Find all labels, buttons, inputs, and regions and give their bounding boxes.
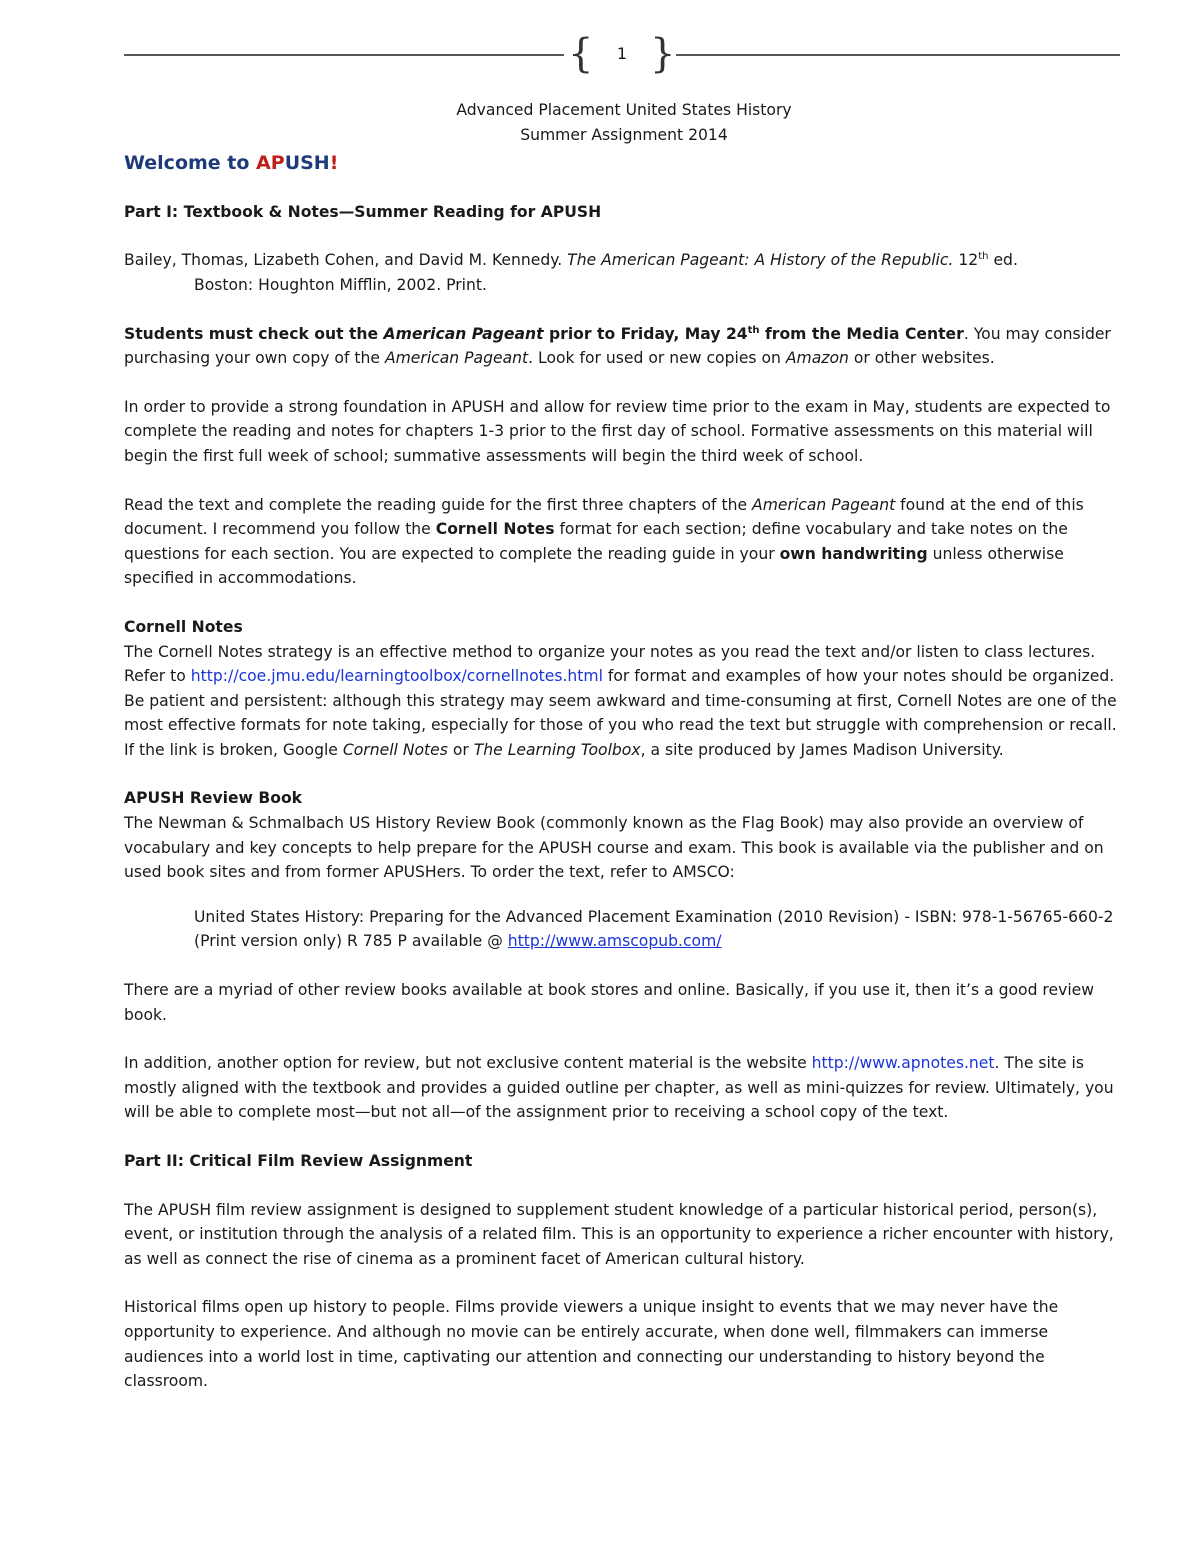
myriad-paragraph: There are a myriad of other review books available at book stores and online. Basically, if you use it, then it’s a good review book. [124, 981, 1095, 1024]
cornell-paragraph: The Cornell Notes strategy is an effective method to organize your notes as you read the text and/or listen to class lectures. Refer to http://coe.jmu.edu/learningtoolbox/cornellnotes.html for format and examples of how your notes should be organized. Be patient and persistent: although this strategy may seem awkward and time-consuming at first, Cornell Notes are one of the most effective formats for note taking, especially for those of you who read the text but struggle with comprehension or recall. If the link is broken, Google Cornell Notes or The Learning Toolbox, a site produced by James Madison University. [124, 642, 1117, 759]
document-body [124, 98, 1124, 1394]
reading-paragraph: Read the text and complete the reading guide for the first three chapters of the American Pageant found at the end of this document. I recommend you follow the Cornell Notes format for each section; define vocabulary and take notes on the questions for each section. You are expected to complete the reading guide in your own handwriting unless otherwise specified in accommodations. [124, 495, 1084, 588]
page-header [0, 30, 1200, 80]
amsco-link[interactable]: http://www.amscopub.com/ [507, 932, 722, 951]
welcome-heading: Welcome to APUSH! [124, 152, 339, 175]
isbn-paragraph: United States History: Preparing for the Advanced Placement Examination (2010 Revision) - ISBN: 978-1-56765-660-2 (Print version only) R 785 P available @ http://www.amscopub.com/ [194, 907, 1114, 951]
cornell-heading: Cornell Notes [124, 617, 243, 636]
header-rule-left [124, 54, 564, 56]
left-brace-icon: { [568, 31, 594, 77]
checkout-paragraph: Students must check out the American Pageant prior to Friday, May 24th from the Media Center. You may consider purchasing your own copy of the American Pageant. Look for used or new copies on Amazon or other websites. [124, 324, 1111, 368]
part2-heading: Part II: Critical Film Review Assignment [124, 1152, 473, 1170]
review-book-paragraph: The Newman & Schmalbach US History Review Book (commonly known as the Flag Book) may also provide an overview of vocabulary and key concepts to help prepare for the APUSH course and exam. This book is available via the publisher and on used book sites and from former APUSHers. To order the text, refer to AMSCO: [124, 814, 1104, 882]
apnotes-link[interactable]: http://www.apnotes.net [811, 1054, 995, 1073]
film-review-paragraph: The APUSH film review assignment is designed to supplement student knowledge of a particular historical period, person(s), event, or institution through the analysis of a related film. This is an opportunity to experience a richer encounter with history, as well as connect the rise of cinema as a prominent facet of American cultural history. [124, 1200, 1114, 1268]
right-brace-icon: } [650, 31, 676, 77]
header-rule-right [676, 54, 1120, 56]
review-book-heading: APUSH Review Book [124, 789, 303, 808]
addition-paragraph: In addition, another option for review, but not exclusive content material is the website http://www.apnotes.net. The site is mostly aligned with the textbook and provides a guided outline per chapter, as well as mini-quizzes for review. Ultimately, you will be able to complete most—but not all—of the assignment prior to receiving a school copy of the text. [124, 1054, 1114, 1122]
historical-films-paragraph: Historical films open up history to people. Films provide viewers a unique insight to events that we may never have the opportunity to experience. And although no movie can be entirely accurate, when done well, filmmakers can immerse audiences into a world lost in time, captivating our attention and connecting our understanding to history beyond the classroom. [124, 1298, 1059, 1391]
page-number: 1 [616, 44, 628, 63]
doc-subtitle: Summer Assignment 2014 [520, 125, 728, 144]
doc-title: Advanced Placement United States History [456, 101, 792, 119]
ap-text: AP [256, 152, 285, 175]
part1-heading: Part I: Textbook & Notes—Summer Reading for APUSH [124, 202, 602, 221]
order-paragraph: In order to provide a strong foundation in APUSH and allow for review time prior to the exam in May, students are expected to complete the reading and notes for chapters 1-3 prior to the first day of school. Formative assessments on this material will begin the first full week of school; summative assessments will begin the third week of school. [124, 397, 1111, 465]
cornell-notes-link[interactable]: http://coe.jmu.edu/learningtoolbox/cornellnotes.html [190, 667, 603, 686]
citation: Bailey, Thomas, Lizabeth Cohen, and David M. Kennedy. The American Pageant: A History of the Republic. 12th ed. Boston: Houghton Mifflin, 2002. Print. [124, 251, 1018, 294]
ush-text: USH [284, 152, 330, 175]
